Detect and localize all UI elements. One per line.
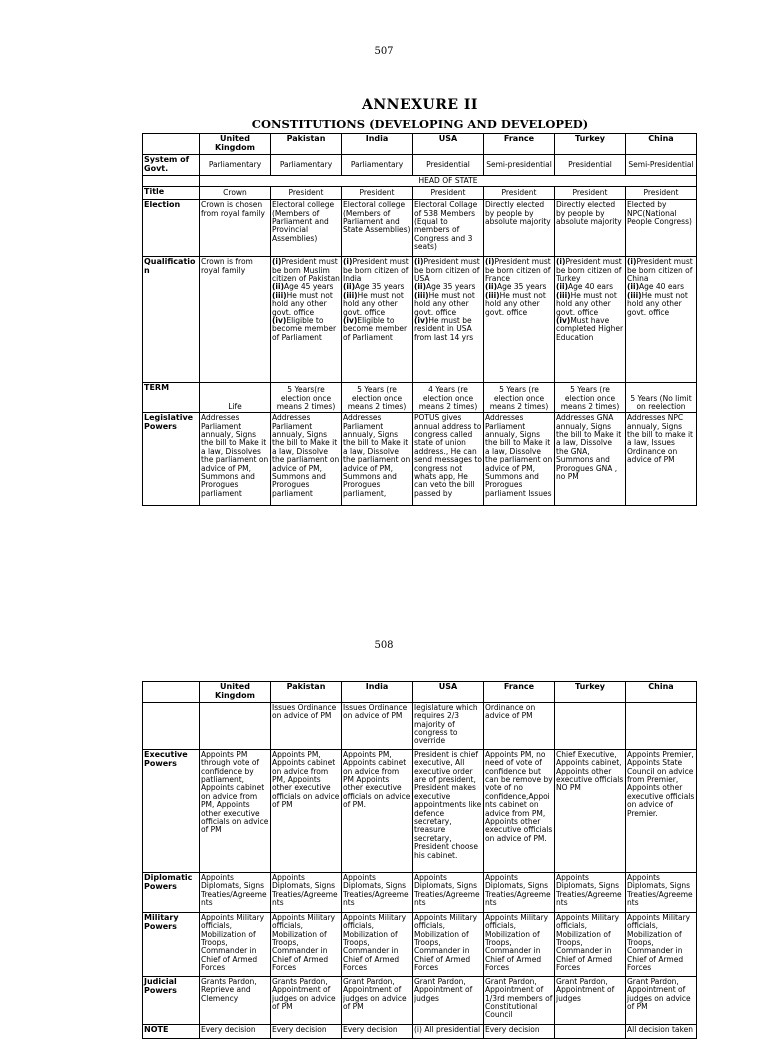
item-number: (iii) — [414, 290, 429, 300]
election-row — [143, 200, 697, 257]
qualification-item — [627, 292, 695, 317]
executive-cell: Chief Executive, Appoints cabinet, Appoints other executive officials NO PM — [555, 749, 626, 872]
col-header: Pakistan — [271, 682, 342, 703]
row-label-qualification: Qualification — [143, 257, 200, 383]
col-header: India — [342, 682, 413, 703]
col-header: USA — [413, 682, 484, 703]
constitutions-table-page-508 — [142, 681, 697, 1039]
judicial-cell: Grant Pardon, Appointment of judges — [555, 976, 626, 1024]
title-cell: President — [342, 187, 413, 200]
item-number: (iii) — [343, 290, 358, 300]
item-text: Age 40 ears — [568, 282, 614, 292]
item-text: He must not hold any other govt. office — [627, 290, 688, 317]
executive-cell: President is chief executive, All executive order are of president, President makes executive appointments like defence secretary, treasure secretary, President choose his cabinet. — [413, 749, 484, 872]
item-number: (ii) — [343, 282, 355, 292]
continued-label-blank — [143, 702, 200, 749]
qualification-item — [343, 258, 411, 283]
legislative-cell: Addresses Parliament annualy, Signs the bill to Make it a law, Dissolve the parliament on advice of PM, Summons and Prorogues parliament, — [342, 413, 413, 506]
col-header: France — [484, 682, 555, 703]
col-header: United Kingdom — [200, 682, 271, 703]
section-head-of-state: HEAD OF STATE — [200, 175, 697, 186]
system-cell: Presidential — [555, 154, 626, 175]
item-number: (iii) — [627, 290, 642, 300]
term-cell: 5 Years (re election once means 2 times) — [484, 383, 555, 413]
term-row — [143, 383, 697, 413]
system-cell: Semi-Presidential — [626, 154, 697, 175]
title-cell: President — [271, 187, 342, 200]
election-cell: Electoral Collage of 538 Members (Equal to members of Congress and 3 seats) — [413, 200, 484, 257]
title-cell: President — [626, 187, 697, 200]
page-number-507: 507 — [374, 46, 394, 57]
annexure-title: ANNEXURE II — [362, 97, 478, 113]
election-cell: Electoral college (Members of Parliament and Provincial Assemblies) — [271, 200, 342, 257]
legislative-cell: Addresses GNA annualy, Signs the bill to Make it a law, Dissolve the GNA, Summons and Prorogues GNA , no PM — [555, 413, 626, 506]
col-header: China — [626, 682, 697, 703]
system-cell: Parliamentary — [200, 154, 271, 175]
item-number: (ii) — [272, 282, 284, 292]
military-cell: Appoints Military officials, Mobilization of Troops, Commander in Chief of Armed Forces — [484, 912, 555, 976]
row-label-executive: Executive Powers — [143, 749, 200, 872]
legislative-row — [143, 413, 697, 506]
legislative-cell: Addresses Parliament annualy, Signs the bill to Make it a law, Dissolve the parliament on advice of PM, Summons and Prorogues parliament — [271, 413, 342, 506]
term-cell: 5 Years (No limit on reelection — [626, 383, 697, 413]
executive-cell: Appoints Premier, Appoints State Council on advice from Premier, Appoints other executive officials on advice of Premier. — [626, 749, 697, 872]
item-text: He must not hold any other govt. office — [272, 290, 333, 317]
legislative-continued-row — [143, 702, 697, 749]
row-label-diplomatic: Diplomatic Powers — [143, 872, 200, 912]
item-text: Age 40 ears — [639, 282, 685, 292]
qualification-item — [414, 258, 482, 283]
item-text: Age 35 years — [426, 282, 476, 292]
item-number: (ii) — [485, 282, 497, 292]
item-text: President must be born citizen of France — [485, 257, 551, 284]
military-cell: Appoints Military officials, Mobilization of Troops, Commander in Chief of Armed Forces — [271, 912, 342, 976]
item-text: Age 45 years — [284, 282, 334, 292]
item-text: Age 35 years — [355, 282, 405, 292]
continued-cell: legislature which requires 2/3 majority of congress to override — [413, 702, 484, 749]
item-number: (i) — [343, 257, 353, 267]
diplomatic-cell: Appoints Diplomats, Signs Treaties/Agreements — [555, 872, 626, 912]
note-cell — [555, 1024, 626, 1038]
military-cell: Appoints Military officials, Mobilization of Troops, Commander in Chief of Armed Forces — [413, 912, 484, 976]
note-cell: Every decision — [342, 1024, 413, 1038]
item-number: (i) — [414, 257, 424, 267]
item-text: Eligible to become member of Parliament — [272, 316, 337, 342]
item-text: He must not hold any other govt. office — [485, 290, 546, 317]
diplomatic-cell: Appoints Diplomats, Signs Treaties/Agreements — [271, 872, 342, 912]
item-text: President must be born citizen of India — [343, 257, 409, 284]
constitutions-subtitle: CONSTITUTIONS (DEVELOPING AND DEVELOPED) — [251, 117, 589, 131]
qualification-cell — [342, 257, 413, 383]
row-label-military: Military Powers — [143, 912, 200, 976]
item-number: (i) — [627, 257, 637, 267]
item-text: Age 35 years — [497, 282, 547, 292]
qualification-cell — [484, 257, 555, 383]
diplomatic-row — [143, 872, 697, 912]
qualification-item — [556, 317, 624, 342]
qualification-cell: Crown is from royal family — [200, 257, 271, 383]
judicial-cell: Grant Pardon, Appointment of 1/3rd members of Constitutional Council — [484, 976, 555, 1024]
col-header: Turkey — [555, 134, 626, 155]
item-number: (iv) — [343, 316, 358, 326]
continued-cell — [200, 702, 271, 749]
section-blank — [143, 175, 200, 186]
item-number: (i) — [485, 257, 495, 267]
item-number: (ii) — [627, 282, 639, 292]
item-number: (i) — [556, 257, 566, 267]
system-cell: Parliamentary — [342, 154, 413, 175]
title-cell: President — [413, 187, 484, 200]
header-row — [143, 682, 697, 703]
note-cell: All decision taken — [626, 1024, 697, 1038]
legislative-cell: Addresses Parliament annualy, Signs the bill to Make it a law, Dissolve the parliament on advice of PM, Summons and Prorogues parliament Issues — [484, 413, 555, 506]
item-number: (iii) — [272, 290, 287, 300]
title-cell: President — [555, 187, 626, 200]
item-number: (iv) — [272, 316, 287, 326]
row-label-legislative: Legislative Powers — [143, 413, 200, 506]
qualification-cell — [555, 257, 626, 383]
term-cell: 5 Years (re election once means 2 times) — [342, 383, 413, 413]
qualification-item — [414, 317, 482, 342]
qualification-item — [272, 292, 340, 317]
judicial-cell: Grants Pardon, Reprieve and Clemency — [200, 976, 271, 1024]
qualification-item — [556, 292, 624, 317]
qualification-item — [343, 317, 411, 342]
qualification-row — [143, 257, 697, 383]
military-row — [143, 912, 697, 976]
military-cell: Appoints Military officials, Mobilization of Troops, Commander in Chief of Armed Forces — [200, 912, 271, 976]
col-header: Pakistan — [271, 134, 342, 155]
continued-cell: Issues Ordinance on advice of PM — [342, 702, 413, 749]
col-header: China — [626, 134, 697, 155]
executive-cell: Appoints PM, Appoints cabinet on advice from PM Appoints other executive officials on advice of PM. — [342, 749, 413, 872]
item-text: Must have completed Higher Education — [556, 316, 624, 342]
constitutions-table-page-507 — [142, 133, 697, 506]
item-text: He must not hold any other govt. office — [414, 290, 475, 317]
term-cell: Life — [200, 383, 271, 413]
note-cell: Every decision — [271, 1024, 342, 1038]
section-row — [143, 175, 697, 186]
title-cell: President — [484, 187, 555, 200]
qualification-cell — [271, 257, 342, 383]
note-cell: Every decision — [484, 1024, 555, 1038]
executive-cell: Appoints PM, Appoints cabinet on advice from PM, Appoints other executive officials on advice of PM — [271, 749, 342, 872]
diplomatic-cell: Appoints Diplomats, Signs Treaties/Agreements — [484, 872, 555, 912]
row-label-system: System of Govt. — [143, 154, 200, 175]
continued-cell — [626, 702, 697, 749]
legislative-cell: POTUS gives annual address to congress called state of union address., He can send messages to congress not whats app, He can veto the bill passed by — [413, 413, 484, 506]
item-number: (ii) — [414, 282, 426, 292]
system-row — [143, 154, 697, 175]
qualification-item — [485, 292, 553, 317]
executive-cell: Appoints PM through vote of confidence by patliament, Appoints cabinet on advice from PM, Appoints other executive officials on advice of PM — [200, 749, 271, 872]
executive-cell: Appoints PM, no need of vote of confidence but can be remove by vote of no confidence,Appoi nts cabinet on advice from PM, Appoints other executive officials on advice of PM. — [484, 749, 555, 872]
item-text: Eligible to become member of Parliament — [343, 316, 408, 342]
term-cell: 4 Years (re election once means 2 times) — [413, 383, 484, 413]
item-text: President must be born citizen of Turkey — [556, 257, 622, 284]
election-cell: Directly elected by people by absolute majority — [555, 200, 626, 257]
system-cell: Presidential — [413, 154, 484, 175]
qualification-item — [556, 258, 624, 283]
note-row — [143, 1024, 697, 1038]
qualification-item — [414, 292, 482, 317]
qualification-cell — [413, 257, 484, 383]
item-number: (iv) — [556, 316, 571, 326]
row-label-title: Title — [143, 187, 200, 200]
row-label-election: Election — [143, 200, 200, 257]
judicial-cell: Grant Pardon, Appointment of judges on advice of PM — [626, 976, 697, 1024]
item-number: (iv) — [414, 316, 429, 326]
item-number: (iii) — [485, 290, 500, 300]
row-label-term: TERM — [143, 383, 200, 413]
header-row — [143, 134, 697, 155]
qualification-item — [272, 317, 340, 342]
continued-cell: Issues Ordinance on advice of PM — [271, 702, 342, 749]
diplomatic-cell: Appoints Diplomats, Signs Treaties/Agreements — [342, 872, 413, 912]
election-cell: Elected by NPC(National People Congress) — [626, 200, 697, 257]
diplomatic-cell: Appoints Diplomats, Signs Treaties/Agreements — [626, 872, 697, 912]
judicial-cell: Grant Pardon, Appointment of judges on advice of PM — [342, 976, 413, 1024]
military-cell: Appoints Military officials, Mobilization of Troops, Commander in Chief of Armed Forces — [555, 912, 626, 976]
col-header: USA — [413, 134, 484, 155]
executive-row — [143, 749, 697, 872]
col-header: United Kingdom — [200, 134, 271, 155]
item-text: He must not hold any other govt. office — [556, 290, 617, 317]
item-number: (iii) — [556, 290, 571, 300]
item-text: President must be born citizen of China — [627, 257, 693, 284]
corner-cell — [143, 682, 200, 703]
item-number: (ii) — [556, 282, 568, 292]
election-cell: Electoral college (Members of Parliament and State Assemblies) — [342, 200, 413, 257]
system-cell: Parliamentary — [271, 154, 342, 175]
title-row — [143, 187, 697, 200]
col-header: India — [342, 134, 413, 155]
item-text: He must be resident in USA from last 14 yrs — [414, 316, 474, 342]
election-cell: Directly elected by people by absolute majority — [484, 200, 555, 257]
qualification-cell — [626, 257, 697, 383]
legislative-cell: Addresses NPC annualy, Signs the bill to make it a law, Issues Ordinance on advice of PM — [626, 413, 697, 506]
qualification-item — [343, 292, 411, 317]
continued-cell — [555, 702, 626, 749]
system-cell: Semi-presidential — [484, 154, 555, 175]
col-header: France — [484, 134, 555, 155]
page-number-508: 508 — [374, 640, 394, 651]
qualification-item — [272, 258, 340, 283]
corner-cell — [143, 134, 200, 155]
item-text: President must be born citizen of USA — [414, 257, 480, 284]
note-cell: Every decision — [200, 1024, 271, 1038]
item-text: He must not hold any other govt. office — [343, 290, 404, 317]
row-label-judicial: Judicial Powers — [143, 976, 200, 1024]
qualification-item — [485, 258, 553, 283]
election-cell: Crown is chosen from royal family — [200, 200, 271, 257]
term-cell: 5 Years(re election once means 2 times) — [271, 383, 342, 413]
diplomatic-cell: Appoints Diplomats, Signs Treaties/Agreements — [200, 872, 271, 912]
judicial-cell: Grants Pardon, Appointment of judges on advice of PM — [271, 976, 342, 1024]
row-label-note: NOTE — [143, 1024, 200, 1038]
col-header: Turkey — [555, 682, 626, 703]
judicial-cell: Grant Pardon, Appointment of judges — [413, 976, 484, 1024]
continued-cell: Ordinance on advice of PM — [484, 702, 555, 749]
note-cell: (i) All presidential — [413, 1024, 484, 1038]
term-cell: 5 Years (re election once means 2 times) — [555, 383, 626, 413]
military-cell: Appoints Military officials, Mobilization of Troops, Commander in Chief of Armed Forces — [342, 912, 413, 976]
item-number: (i) — [272, 257, 282, 267]
diplomatic-cell: Appoints Diplomats, Signs Treaties/Agreements — [413, 872, 484, 912]
military-cell: Appoints Military officials, Mobilization of Troops, Commander in Chief of Armed Forces — [626, 912, 697, 976]
item-text: President must be born Muslim citizen of Pakistan — [272, 257, 340, 284]
title-cell: Crown — [200, 187, 271, 200]
qualification-item — [627, 258, 695, 283]
judicial-row — [143, 976, 697, 1024]
legislative-cell: Addresses Parliament annualy, Signs the bill to Make it a law, Dissolves the parliament on advice of PM, Summons and Prorogues parliament — [200, 413, 271, 506]
